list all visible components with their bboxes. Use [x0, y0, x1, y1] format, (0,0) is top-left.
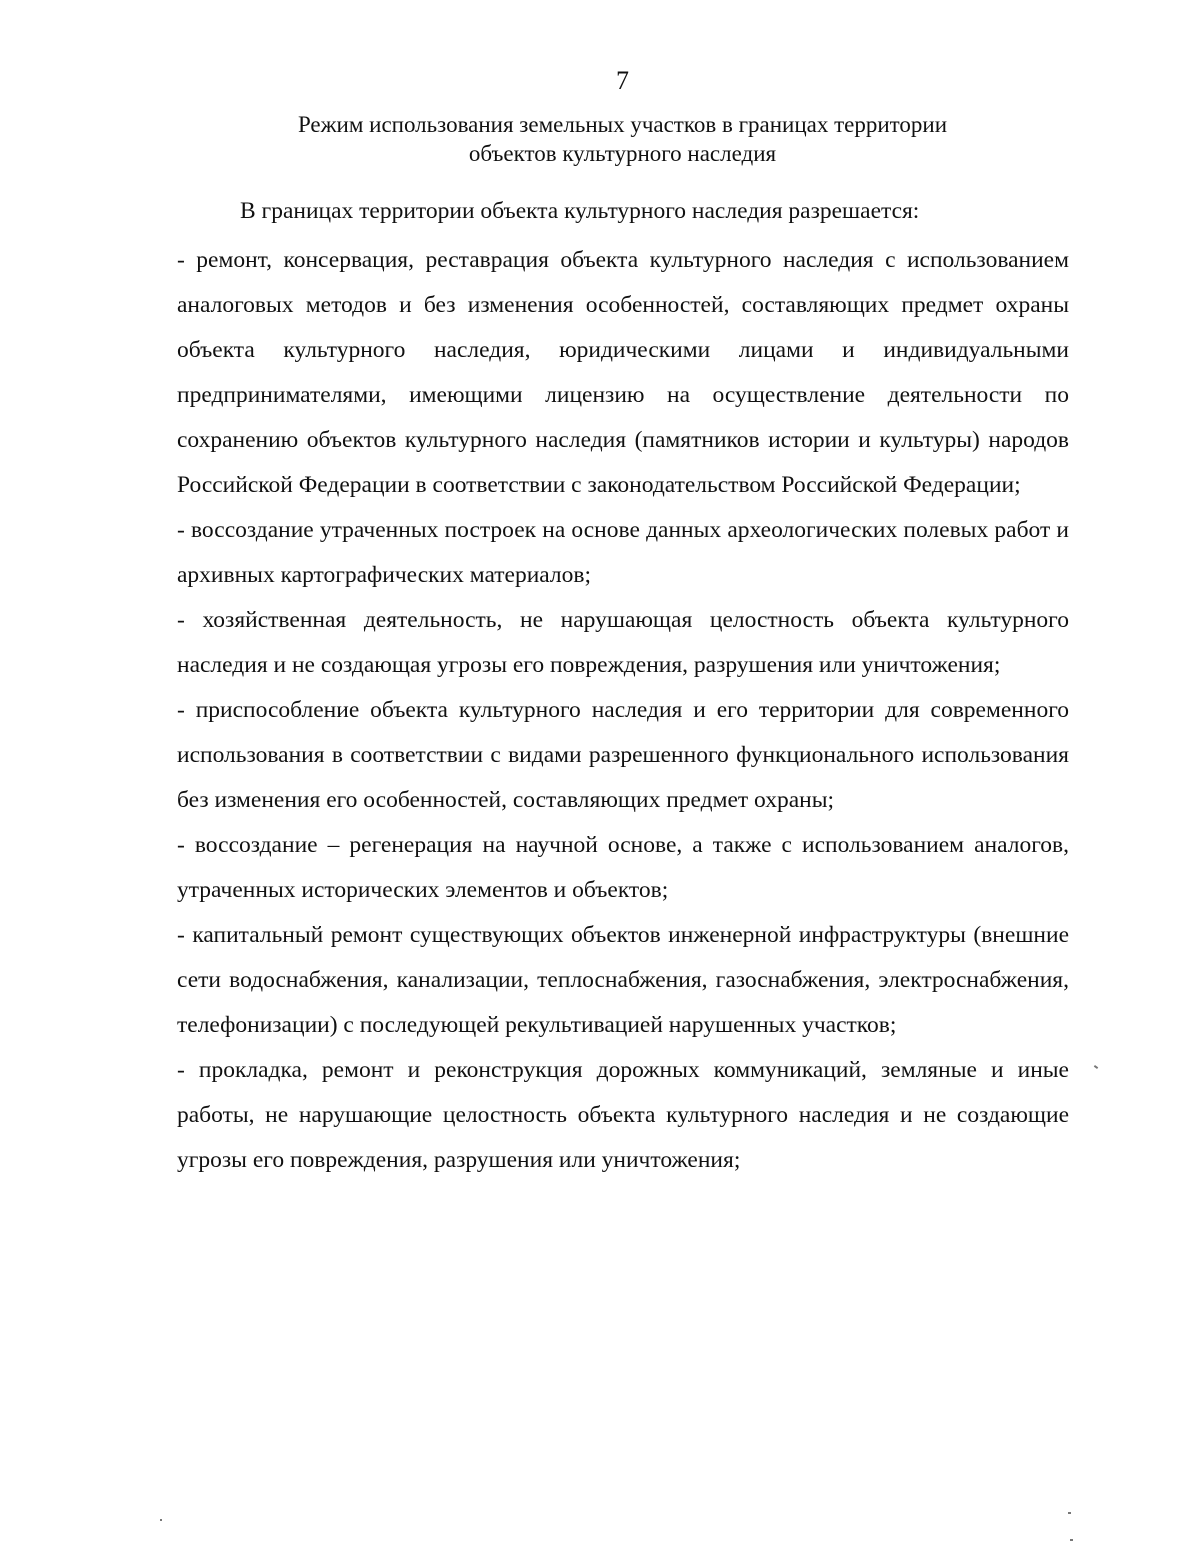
section-heading: [0, 110, 1200, 168]
list-item: - прокладка, ремонт и реконструкция дорожных коммуникаций, земляные и иные работы, не нарушающие целостность объекта культурного наследия и не создающие угрозы его повреждения, разрушения или уничтожения;: [177, 1057, 1069, 1173]
permitted-activities-list: [177, 238, 1069, 1183]
scan-speck: [160, 1519, 162, 1521]
scan-speck: [1070, 1539, 1073, 1541]
list-item: - капитальный ремонт существующих объектов инженерной инфраструктуры (внешние сети водоснабжения, канализации, теплоснабжения, газоснабжения, электроснабжения, телефонизации) с последующей рекультивацией нарушенных участков;: [177, 922, 1069, 1038]
intro-paragraph: В границах территории объекта культурного наследия разрешается:: [240, 198, 920, 224]
list-item: - воссоздание – регенерация на научной основе, а также с использованием аналогов, утраченных исторических элементов и объектов;: [177, 832, 1069, 903]
list-item: - приспособление объекта культурного наследия и его территории для современного использования в соответствии с видами разрешенного функционального использования без изменения его особенностей, составляющих предмет охраны;: [177, 697, 1069, 813]
list-item: - воссоздание утраченных построек на основе данных археологических полевых работ и архивных картографических материалов;: [177, 517, 1069, 588]
scan-speck: [1068, 1512, 1071, 1514]
scan-speck: [1094, 1065, 1098, 1069]
list-item: - ремонт, консервация, реставрация объекта культурного наследия с использованием аналоговых методов и без изменения особенностей, составляющих предмет охраны объекта культурного наследия, юридическими лицами и индивидуальными предпринимателями, имеющими лицензию на осуществление деятельности по сохранению объектов культурного наследия (памятников истории и культуры) народов Российской Федерации в соответствии с законодательством Российской Федерации;: [177, 247, 1069, 498]
section-heading-line-2: объектов культурного наследия: [468, 141, 777, 166]
list-item: - хозяйственная деятельность, не нарушающая целостность объекта культурного наследия и не создающая угрозы его повреждения, разрушения или уничтожения;: [177, 607, 1069, 678]
section-heading-line-1: Режим использования земельных участков в границах территории: [297, 112, 948, 137]
page-number: 7: [616, 66, 629, 95]
